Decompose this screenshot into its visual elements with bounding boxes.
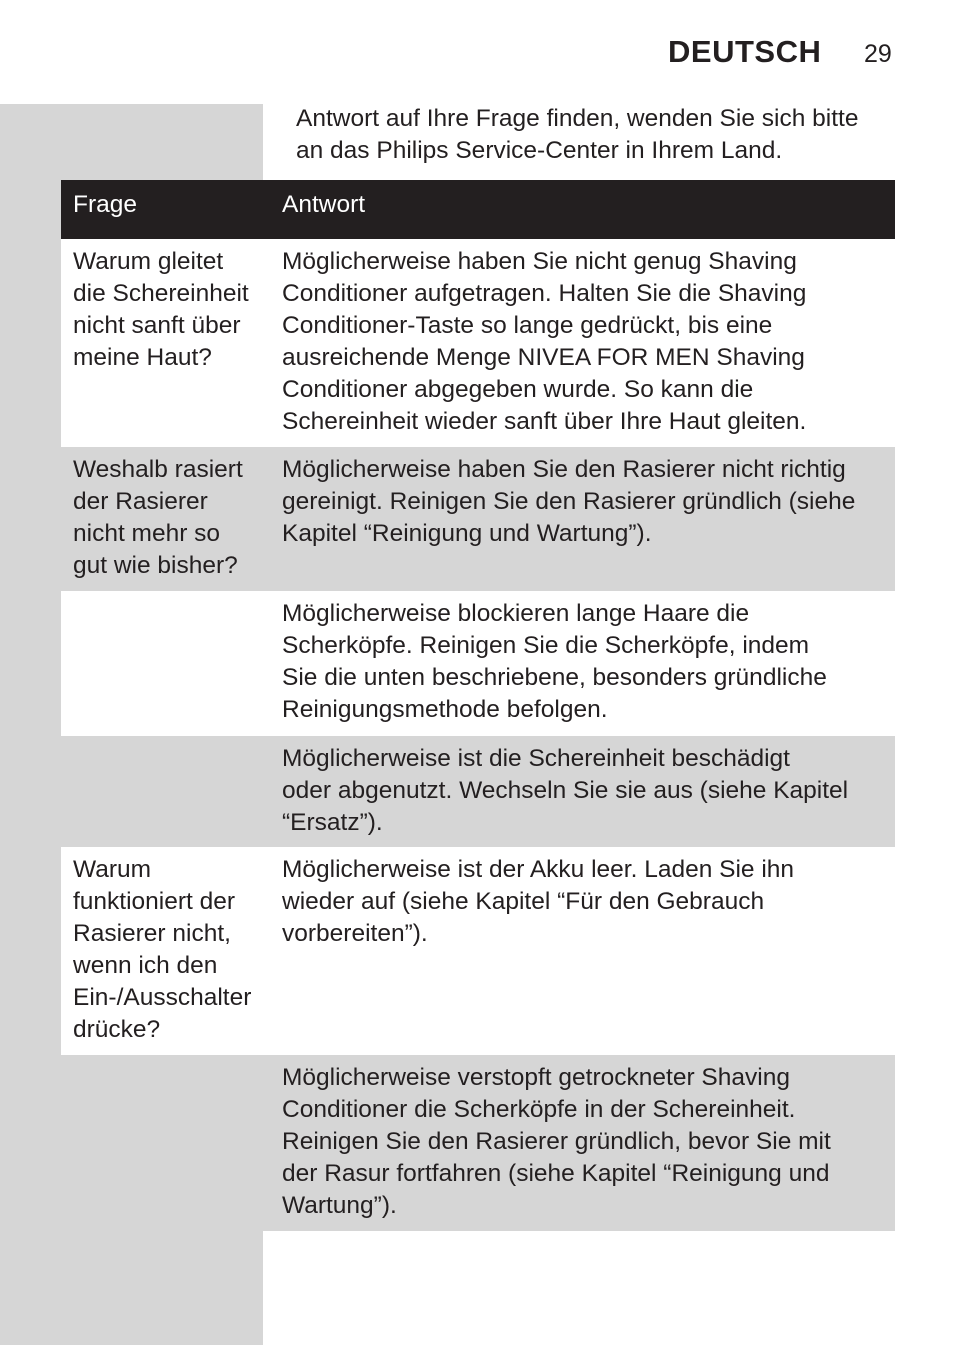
answer-line: Möglicherweise ist der Akku leer. Laden Sie ihn [282,856,795,883]
intro-paragraph [296,103,916,167]
question-line: Rasierer nicht, [73,920,231,948]
answer-line: vorbereiten”). [282,920,428,948]
question-line: gut wie bisher? [73,552,238,580]
answer-line: Wartung”). [282,1192,397,1220]
question-line: Warum gleitet [73,248,224,275]
answer-cell [282,1062,892,1222]
intro-line: an das Philips Service-Center in Ihrem Land. [296,137,783,164]
question-line: Warum [73,856,152,883]
question-line: meine Haut? [73,344,212,372]
question-line: nicht sanft über [73,312,241,340]
answer-cell [282,743,892,839]
question-cell [73,246,269,374]
question-line: funktioniert der [73,888,236,916]
question-line: nicht mehr so [73,520,221,548]
answer-line: Conditioner aufgetragen. Halten Sie die Shaving [282,280,807,308]
answer-line: Conditioner abgegeben wurde. So kann die [282,376,754,404]
table-row [61,1055,895,1231]
answer-line: wieder auf (siehe Kapitel “Für den Gebrauch [282,888,765,916]
table-row [61,447,895,591]
question-line: der Rasierer [73,488,208,516]
answer-line: Möglicherweise verstopft getrockneter Shaving [282,1064,790,1091]
question-line: drücke? [73,1016,161,1044]
answer-cell [282,246,892,439]
answer-line: gereinigt. Reinigen Sie den Rasierer gründlich (siehe [282,488,856,516]
column-header-answer: Antwort [282,191,366,218]
table-row [61,736,895,847]
answer-line: oder abgenutzt. Wechseln Sie sie aus (siehe Kapitel [282,777,849,805]
answer-line: ausreichende Menge NIVEA FOR MEN Shaving [282,344,805,372]
intro-line: Antwort auf Ihre Frage finden, wenden Sie sich bitte [296,105,859,132]
answer-cell [282,454,892,550]
question-cell [73,854,269,1047]
answer-line: Möglicherweise haben Sie nicht genug Shaving [282,248,797,275]
question-line: Ein-/Ausschalter [73,984,252,1012]
question-cell [73,454,269,582]
page-number: 29 [864,40,892,68]
column-header-question: Frage [73,191,138,218]
answer-line: Kapitel “Reinigung und Wartung”). [282,520,652,548]
answer-line: Conditioner die Scherköpfe in der Schereinheit. [282,1096,796,1124]
question-line: wenn ich den [73,952,218,980]
answer-line: Schereinheit wieder sanft über Ihre Haut gleiten. [282,408,807,436]
question-line: Weshalb rasiert [73,456,243,483]
answer-line: Conditioner-Taste so lange gedrückt, bis eine [282,312,773,340]
answer-line: “Ersatz”). [282,809,383,837]
answer-line: Scherköpfe. Reinigen Sie die Scherköpfe, indem [282,632,810,660]
answer-line: Reinigungsmethode befolgen. [282,696,608,724]
table-header [61,180,895,239]
section-title: DEUTSCH [668,34,822,69]
table-row [61,591,895,736]
answer-line: Möglicherweise haben Sie den Rasierer nicht richtig [282,456,846,483]
answer-line: der Rasur fortfahren (siehe Kapitel “Reinigung und [282,1160,830,1188]
table-row [61,239,895,447]
answer-cell [282,598,892,726]
question-line: die Schereinheit [73,280,249,308]
faq-table [61,180,895,1231]
answer-line: Möglicherweise blockieren lange Haare die [282,600,750,627]
answer-cell [282,854,892,950]
table-row [61,847,895,1055]
answer-line: Möglicherweise ist die Schereinheit beschädigt [282,745,790,772]
answer-line: Sie die unten beschriebene, besonders gründliche [282,664,827,692]
answer-line: Reinigen Sie den Rasierer gründlich, bevor Sie mit [282,1128,831,1156]
